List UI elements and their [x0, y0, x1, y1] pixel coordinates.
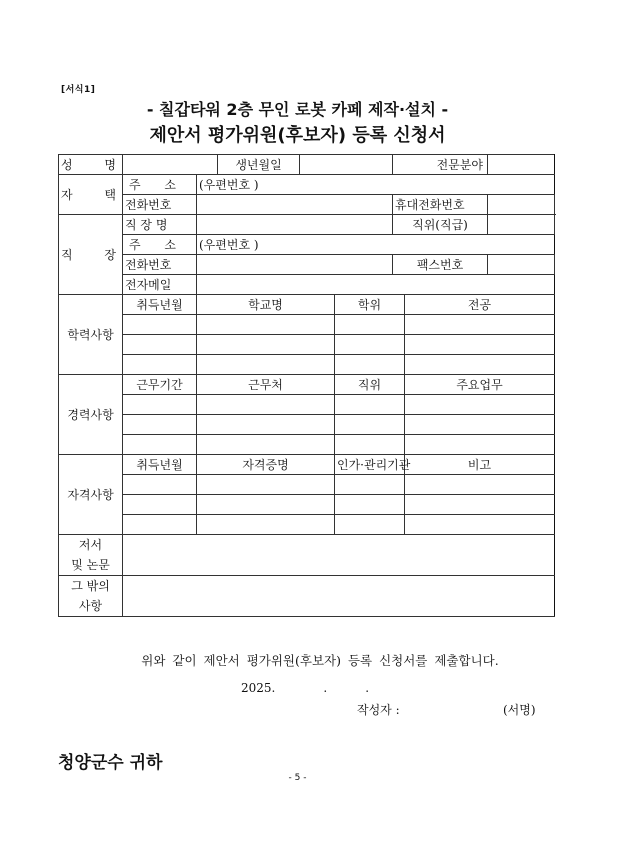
education-row[interactable] [59, 355, 555, 375]
career-row[interactable] [59, 415, 555, 435]
career-row[interactable] [59, 395, 555, 415]
work-postal-code: (우편번호 ) [199, 238, 259, 252]
date-year: 2025. [241, 681, 276, 695]
workplace-field[interactable] [197, 215, 393, 235]
career-label: 경력사항 [59, 375, 123, 455]
work-address-label: 주 소 [123, 235, 197, 255]
application-form-table [58, 154, 555, 617]
addressee: 청양군수 귀하 [58, 753, 163, 773]
specialty-label: 전문분야 [393, 155, 488, 175]
papers-label-line2: 및 논문 [71, 558, 110, 572]
document-subtitle: - 칠갑타워 2층 무인 로봇 카페 제작·설치 - [146, 100, 449, 119]
birth-field[interactable] [300, 155, 393, 175]
license-header: 비고 [405, 455, 555, 475]
birth-label: 생년월일 [218, 155, 300, 175]
other-label-line2: 사항 [78, 599, 103, 613]
name-label: 성 명 [59, 155, 123, 175]
workplace-label: 직 장 명 [123, 215, 197, 235]
license-row[interactable] [59, 475, 555, 495]
license-header: 취득년월 [123, 455, 197, 475]
home-phone-label: 전화번호 [123, 195, 197, 215]
career-row[interactable] [59, 435, 555, 455]
date-line [241, 681, 369, 695]
position-label: 직위(직급) [393, 215, 488, 235]
fax-label: 팩스번호 [393, 255, 488, 275]
work-address-field[interactable] [197, 235, 555, 255]
home-phone-field[interactable] [197, 195, 393, 215]
papers-field[interactable] [123, 535, 555, 576]
career-header: 주요업무 [405, 375, 555, 395]
education-header: 전공 [405, 295, 555, 315]
form-number-tag: [서식1] [61, 85, 96, 95]
home-address-field[interactable] [197, 175, 555, 195]
date-month: . [323, 681, 328, 695]
page-number: - 5 - [288, 773, 307, 783]
date-day: . [365, 681, 370, 695]
license-label: 자격사항 [59, 455, 123, 535]
education-header: 학교명 [197, 295, 335, 315]
email-field[interactable] [197, 275, 555, 295]
license-header: 인가·관리기관 [335, 455, 405, 475]
home-label: 자 택 [59, 175, 123, 215]
education-label: 학력사항 [59, 295, 123, 375]
signature-label: (서명) [503, 703, 536, 717]
work-label: 직 장 [59, 215, 123, 295]
mobile-field[interactable] [488, 195, 555, 215]
mobile-label: 휴대전화번호 [393, 195, 488, 215]
papers-label-line1: 저서 [78, 538, 103, 552]
specialty-field[interactable] [488, 155, 555, 175]
writer-label: 작성자 : [357, 703, 400, 717]
document-title: 제안서 평가위원(후보자) 등록 신청서 [149, 125, 446, 146]
home-address-label: 주 소 [123, 175, 197, 195]
work-phone-field[interactable] [197, 255, 393, 275]
email-label: 전자메일 [123, 275, 197, 295]
education-row[interactable] [59, 315, 555, 335]
education-row[interactable] [59, 335, 555, 355]
other-label [59, 576, 123, 617]
career-header: 근무기간 [123, 375, 197, 395]
papers-label [59, 535, 123, 576]
license-row[interactable] [59, 495, 555, 515]
other-label-line1: 그 밖의 [71, 579, 110, 593]
career-header: 직위 [335, 375, 405, 395]
position-field[interactable] [488, 215, 555, 235]
declaration-text: 위와 같이 제안서 평가위원(후보자) 등록 신청서를 제출합니다. [141, 653, 499, 668]
career-header: 근무처 [197, 375, 335, 395]
education-header: 취득년월 [123, 295, 197, 315]
name-field[interactable] [123, 155, 218, 175]
fax-field[interactable] [488, 255, 555, 275]
license-header: 자격증명 [197, 455, 335, 475]
home-postal-code: (우편번호 ) [199, 178, 259, 192]
work-phone-label: 전화번호 [123, 255, 197, 275]
license-row[interactable] [59, 515, 555, 535]
other-field[interactable] [123, 576, 555, 617]
education-header: 학위 [335, 295, 405, 315]
